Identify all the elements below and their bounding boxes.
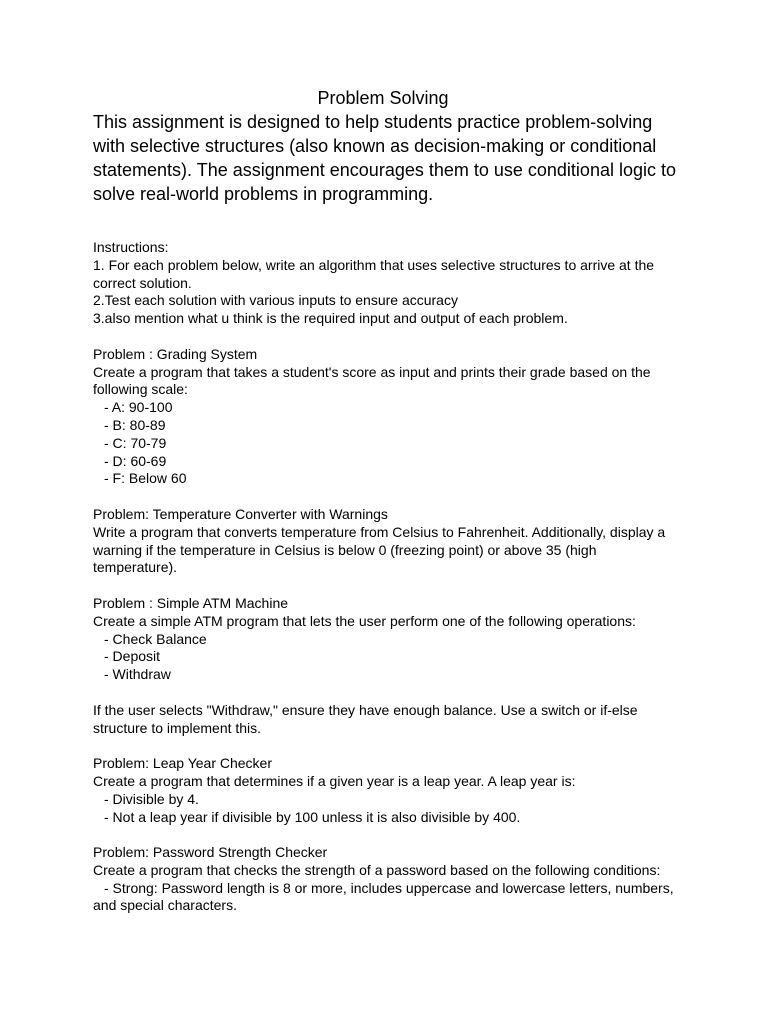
list-item: - Withdraw [104,666,171,683]
document-intro: This assignment is designed to help students practice problem-solving with selective structures (also known as decision-making or conditional statements). The assignment encourages them to use conditional logic to solve real-world problems in programming. [93,112,676,204]
problem-atm-machine [93,595,678,684]
atm-note [93,702,678,738]
list-item: - Check Balance [104,630,207,647]
problem-grading-system [93,346,678,488]
problem-heading: Problem: Password Strength Checker [93,844,328,861]
instruction-item: 2.Test each solution with various inputs to ensure accuracy [93,292,458,309]
list-item: - F: Below 60 [104,470,187,487]
list-item: - A: 90-100 [104,399,173,416]
problem-heading: Problem: Temperature Converter with Warnings [93,505,388,522]
problem-leap-year-checker [93,755,678,826]
problem-text: Create a program that determines if a given year is a leap year. A leap year is: [93,772,576,789]
document-title: Problem Solving [317,88,449,108]
instructions-heading: Instructions: [93,239,169,255]
problem-note: If the user selects "Withdraw," ensure they have enough balance. Use a switch or if-else structure to implement this. [93,701,638,736]
instruction-item: 1. For each problem below, write an algorithm that uses selective structures to arrive at the correct solution. [93,256,655,291]
problem-text: Write a program that converts temperature from Celsius to Fahrenheit. Additionally, display a warning if the temperature in Celsius is below 0 (freezing point) or above 35 (high temperature). [93,523,666,576]
problem-heading: Problem : Simple ATM Machine [93,594,289,611]
list-item: - B: 80-89 [104,416,166,433]
problem-password-strength-checker [93,844,678,915]
instructions-section [93,239,678,328]
list-item: - D: 60-69 [104,452,167,469]
list-item: - C: 70-79 [104,434,167,451]
list-item: - Strong: Password length is 8 or more, includes uppercase and lowercase letters, numbers, and special characters. [93,879,674,914]
instruction-item: 3.also mention what u think is the required input and output of each problem. [93,310,568,327]
list-item: - Not a leap year if divisible by 100 unless it is also divisible by 400. [104,808,521,825]
problem-text: Create a simple ATM program that lets the user perform one of the following operations: [93,612,636,629]
problem-text: Create a program that checks the strength of a password based on the following conditions: [93,861,661,878]
problem-text: Create a program that takes a student's score as input and prints their grade based on the following scale: [93,363,651,398]
problem-temperature-converter [93,506,678,577]
list-item: - Divisible by 4. [104,790,199,807]
problem-heading: Problem: Leap Year Checker [93,755,272,772]
list-item: - Deposit [104,648,161,665]
problem-heading: Problem : Grading System [93,345,258,362]
